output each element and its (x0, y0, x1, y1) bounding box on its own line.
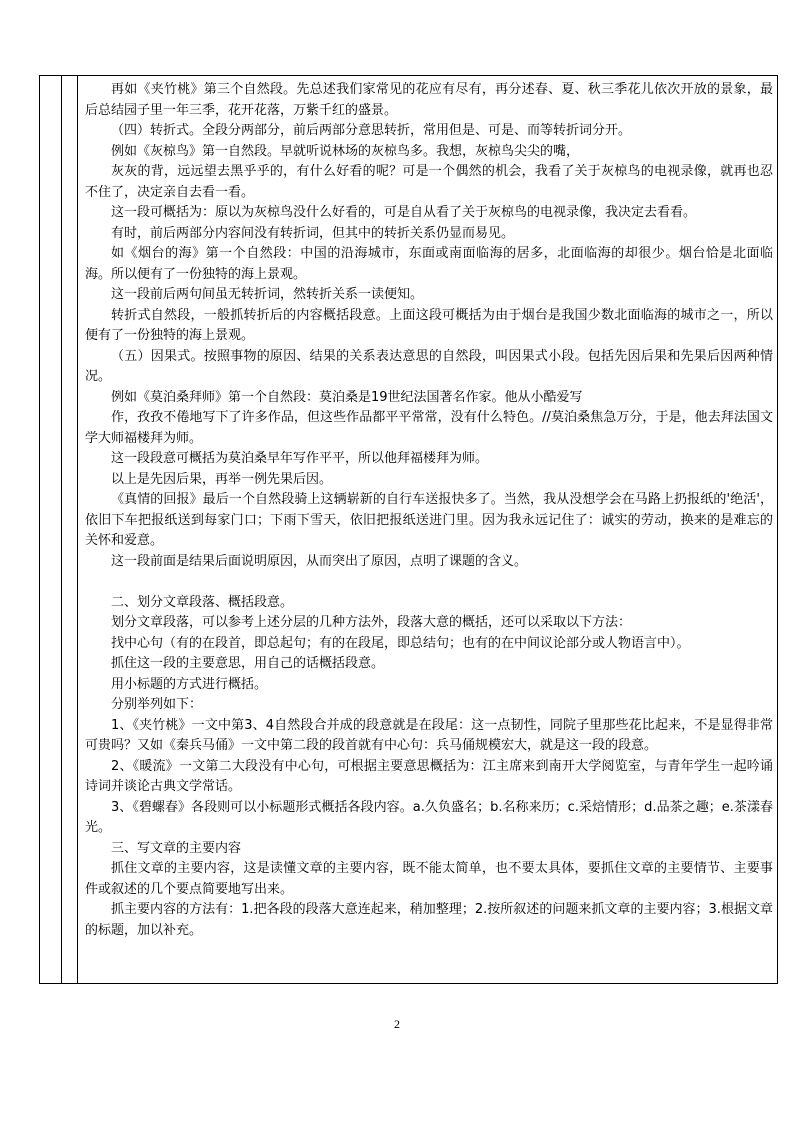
paragraph: 以上是先因后果，再举一例先果后因。 (111, 471, 333, 487)
blank-line (85, 572, 773, 593)
paragraph: 如《烟台的海》第一个自然段：中国的沿海城市，东面或南面临海的居多，北面临海的却很少。烟台恰是北面临海。所以便有了一份独特的海上景观。 (85, 246, 773, 282)
paragraph: 二、划分文章段落、概括段意。 (111, 594, 294, 610)
paragraph: （四）转折式。全段分两部分，前后两部分意思转折，常用但是、可是、而等转折词分开。 (111, 123, 632, 138)
paragraph: 3、《碧螺春》各段则可以小标题形式概括各段内容。a.久负盛名；b.名称来历；c.采焙情形；d.品茶之趣；e.茶漾春光。 (85, 799, 773, 835)
paragraph: 作，孜孜不倦地写下了许多作品，但这些作品都平平常常，没有什么特色。//莫泊桑焦急万分，于是，他去拜法国文学大师福楼拜为师。 (85, 410, 773, 446)
column-divider-2 (77, 76, 78, 983)
page-number: 2 (394, 1017, 400, 1031)
column-divider-1 (61, 76, 62, 983)
paragraph: 抓住这一段的主要意思，用自己的话概括段意。 (111, 656, 385, 671)
text-column (85, 80, 773, 941)
paragraph: 抓主要内容的方法有：1.把各段的段落大意连起来，稍加整理；2.按所叙述的问题来抓文章的主要内容；3.根据文章的标题，加以补充。 (85, 902, 773, 938)
paragraph: 再如《夹竹桃》第三个自然段。先总述我们家常见的花应有尽有，再分述春、夏、秋三季花儿依次开放的景象，最后总结园子里一年三季，花开花落，万紫千红的盛景。 (85, 82, 773, 118)
paragraph: 2、《暖流》一文第二大段没有中心句，可根据主要意思概括为：江主席来到南开大学阅览室，与青年学生一起吟诵诗词并谈论古典文学常话。 (85, 758, 773, 794)
paragraph: 分别举列如下： (111, 697, 203, 712)
paragraph: 转折式自然段，一般抓转折后的内容概括段意。上面这段可概括为由于烟台是我国少数北面临海的城市之一，所以便有了一份独特的海上景观。 (85, 307, 773, 343)
paragraph: 有时，前后两部分内容间没有转折词，但其中的转折关系仍显而易见。 (111, 225, 515, 241)
paragraph: 1、《夹竹桃》一文中第3、4自然段合并成的段意就是在段尾：这一点韧性，同院子里那些花比起来，不是显得非常可贵吗？又如《秦兵马俑》一文中第二段的段首就有中心句：兵马俑规模宏大，就是这一段的段意。 (85, 717, 773, 753)
paragraph: 这一段可概括为：原以为灰椋鸟没什么好看的，可是自从看了关于灰椋鸟的电视录像，我决定去看看。 (111, 205, 697, 220)
paragraph: 灰灰的背，远远望去黑乎乎的，有什么好看的呢？可是一个偶然的机会，我看了关于灰椋鸟的电视录像，就再也忍不住了，决定亲自去看一看。 (85, 164, 773, 200)
paragraph: 例如《莫泊桑拜师》第一个自然段：莫泊桑是19世纪法国著名作家。他从小酷爱写 (111, 389, 583, 405)
paragraph: 划分文章段落，可以参考上述分层的几种方法外，段落大意的概括，还可以采取以下方法： (111, 615, 632, 630)
table-frame (39, 75, 778, 984)
paragraph: 例如《灰椋鸟》第一自然段。早就听说林场的灰椋鸟多。我想，灰椋鸟尖尖的嘴， (111, 143, 580, 159)
paragraph: 这一段段意可概括为莫泊桑早年写作平平，所以他拜福楼拜为师。 (111, 451, 489, 466)
paragraph: 《真情的回报》最后一个自然段骑上这辆崭新的自行车送报快多了。当然，我从没想学会在马路上扔报纸的'绝活'，依旧下车把报纸送到每家门口；下雨下雪天，依旧把报纸送进门里。因为我永远记住了：诚实的劳动，换来的是难忘的关怀和爱意。 (85, 492, 773, 548)
paragraph: 抓住文章的主要内容，这是读懂文章的主要内容，既不能太简单，也不要太具体，要抓住文章的主要情节、主要事件或叙述的几个要点简要地写出来。 (85, 861, 773, 897)
paragraph: 三、写文章的主要内容 (111, 840, 242, 856)
paragraph: 这一段前后两句间虽无转折词，然转折关系一读便知。 (111, 287, 424, 302)
paragraph: （五）因果式。按照事物的原因、结果的关系表达意思的自然段，叫因果式小段。包括先因后果和先果后因两种情况。 (85, 348, 773, 384)
paragraph: 找中心句（有的在段首，即总起句；有的在段尾，即总结句；也有的在中间议论部分或人物语言中）。 (111, 635, 690, 651)
paragraph: 用小标题的方式进行概括。 (111, 676, 268, 692)
paragraph: 这一段前面是结果后面说明原因，从而突出了原因，点明了课题的含义。 (111, 553, 528, 569)
